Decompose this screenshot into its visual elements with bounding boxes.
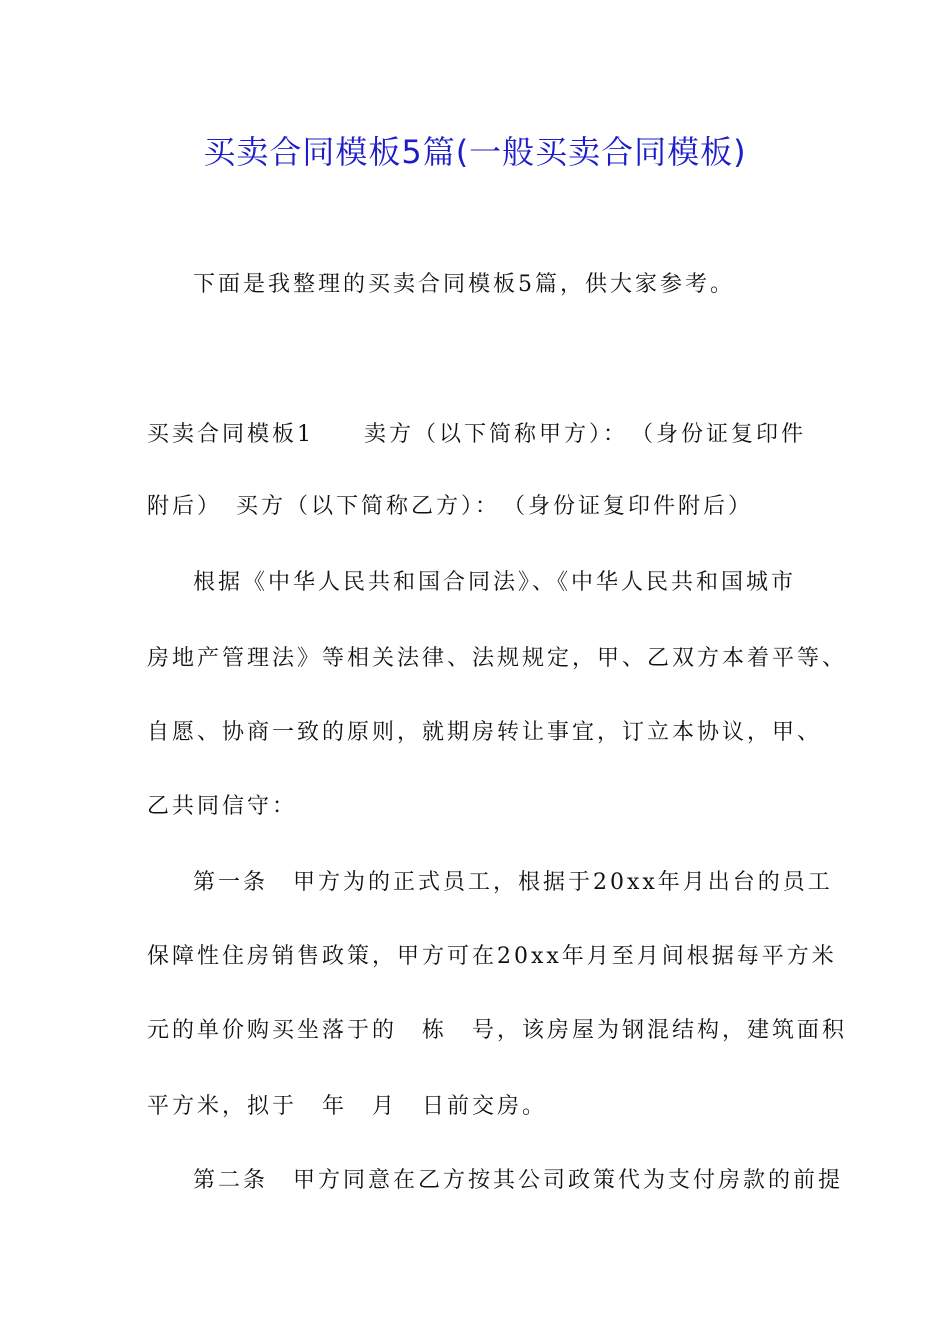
body-line: 乙共同信守： (147, 794, 298, 819)
body-line: 平方米，拟于 年 月 日前交房。 (147, 1094, 548, 1119)
intro-paragraph: 下面是我整理的买卖合同模板5篇，供大家参考。 (193, 272, 735, 297)
body-line: 第二条 甲方同意在乙方按其公司政策代为支付房款的前提 (193, 1168, 844, 1193)
document-title: 买卖合同模板5篇(一般买卖合同模板) (203, 133, 747, 171)
body-line: 附后） 买方（以下简称乙方）： （身份证复印件附后） (147, 494, 754, 519)
body-line: 房地产管理法》等相关法律、法规规定，甲、乙双方本着平等、 (147, 646, 848, 671)
body-line: 根据《中华人民共和国合同法》、《中华人民共和国城市 (193, 570, 797, 595)
body-line: 保障性住房销售政策，甲方可在20xx年月至月间根据每平方米 (147, 944, 837, 969)
body-line: 第一条 甲方为的正式员工，根据于20xx年月出台的员工 (193, 870, 833, 895)
body-line: 买卖合同模板1 卖方（以下简称甲方）： （身份证复印件 (147, 422, 806, 447)
body-line: 元的单价购买坐落于的 栋 号，该房屋为钢混结构，建筑面积 (147, 1018, 848, 1043)
body-line: 自愿、协商一致的原则，就期房转让事宜，订立本协议，甲、 (147, 720, 823, 745)
